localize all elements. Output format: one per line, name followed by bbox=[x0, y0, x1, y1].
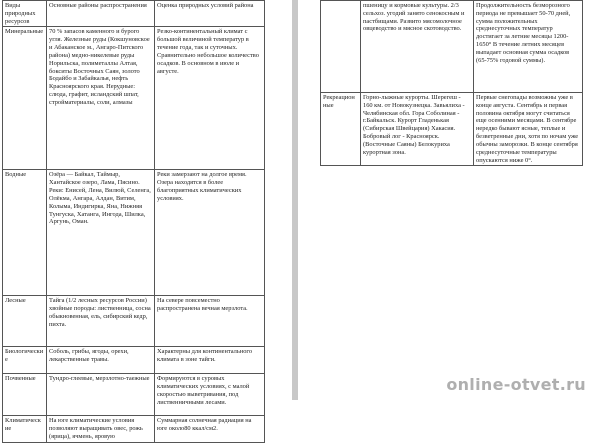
row-type: Водные bbox=[3, 170, 47, 296]
row-assessment: Резко-континентальный климат с большой величиной температур в течение года, так и суточных. Сравнительно небольшое количество осадков. В основном в июле и августе. bbox=[155, 27, 265, 170]
row-assessment: Продолжительность безморозного периода не превышает 50-70 дней, сумма положительных среднесуточных температур достигает за летние месяцы 1200-1650° В течение летних месяцев выпадает основная сумма осадков (65-75% годовой суммы). bbox=[474, 1, 583, 93]
header-assessment: Оценка природных условий района bbox=[155, 1, 265, 27]
row-type: Биологические bbox=[3, 347, 47, 374]
page-divider bbox=[292, 0, 298, 400]
table-row bbox=[3, 296, 265, 347]
row-type: Рекреационные bbox=[321, 93, 361, 166]
table-row bbox=[321, 1, 583, 93]
table-row bbox=[3, 170, 265, 296]
row-areas: Озёра — Байкал, Таймыр, Хантайское озеро, Лама, Пясино. Реки: Енисей, Лена, Вилюй, Селенга, Олёкма, Ангара, Алдан, Витим, Колыма, Индигирка, Яна, Нижняя Тунгуска, Хатанга, Ингода, Шилка, Аргунь, Оман. bbox=[47, 170, 155, 296]
row-assessment: Формируются в суровых климатических условиях, с малой скоростью выветривания, под лиственничными лесами. bbox=[155, 374, 265, 416]
watermark-text: online-otvet.ru bbox=[446, 375, 586, 394]
table-row bbox=[3, 416, 265, 442]
resources-table-left bbox=[2, 0, 265, 443]
table-row bbox=[3, 374, 265, 416]
row-assessment: Характерны для континентального климата в зоне тайги. bbox=[155, 347, 265, 374]
header-main-areas: Основные районы распространения bbox=[47, 1, 155, 27]
table-row bbox=[3, 27, 265, 170]
row-type: Минеральные bbox=[3, 27, 47, 170]
row-areas: пшеницу и кормовые культуры. 2/3 сельхоз. угодий занято сенокосным и пастбищами. Развито мясомолочное овцеводство и мясное скотоводство. bbox=[361, 1, 474, 93]
header-resource-type: Виды природных ресурсов bbox=[3, 1, 47, 27]
row-assessment: Суммарная солнечная радиация на юге около80 ккал/см2. bbox=[155, 416, 265, 442]
right-page bbox=[320, 0, 596, 400]
row-type: Лесные bbox=[3, 296, 47, 347]
row-areas: Тайга (1/2 лесных ресурсов России) хвойные породы: лиственница, сосна обыкновенная, ель, сибирский кедр, пихта. bbox=[47, 296, 155, 347]
table-row bbox=[321, 93, 583, 166]
row-assessment: Первые снегопады возможны уже в конце августа. Сентябрь и первая половина октября могут считаться еще осенними месяцами. В сентябре нередко бывают ясные, теплые и безветренные дни, хотя по ночам уже обычны заморозки. В конце сентября среднесуточные температуры опускаются ниже 0°. bbox=[474, 93, 583, 166]
row-assessment: На севере повсеместно распространена вечная мерзлота. bbox=[155, 296, 265, 347]
row-type: Почвенные bbox=[3, 374, 47, 416]
row-areas: 70 % запасов каменного и бурого угля. Железные руды (Кокшуновское и Абаканское м., Ангаро-Питского района) медно-никелевые руды Норильска, полиметаллы Алтая, бокситы Восточных Саян, золото Бодайбо и Забайкалья, нефть Красноярского края. Нерудные: слюда, графит, исландский шпат, стройматериалы, соли, алмазы bbox=[47, 27, 155, 170]
row-areas: На юге климатические условия позволяют выращивать овес, рожь (ярица), ячмень, яровую bbox=[47, 416, 155, 442]
table-header-row bbox=[3, 1, 265, 27]
row-areas: Соболь, грибы, ягоды, орехи, лекарственные травы. bbox=[47, 347, 155, 374]
row-areas: Горно-лыжные курорты. Шерегеш - 160 км. от Новокузнецка. Завьялиха - Челябинская обл. Гора Соболиная - г.Байкальск. Курорт Гладенькая (Сибирская Швейцария) Хакасия. Бобровый лог - Красноярск. (Восточные Саяны) Белокуриха курортная зона. bbox=[361, 93, 474, 166]
table-row bbox=[3, 347, 265, 374]
row-type: Климатические bbox=[3, 416, 47, 442]
left-page bbox=[0, 0, 292, 441]
row-areas: Тундро-глеевые, мерзлотно-таежные bbox=[47, 374, 155, 416]
row-assessment: Реки замерзают на долгое время. Озера находятся в более благоприятных климатических условиях. bbox=[155, 170, 265, 296]
resources-table-right bbox=[320, 0, 583, 166]
row-type bbox=[321, 1, 361, 93]
